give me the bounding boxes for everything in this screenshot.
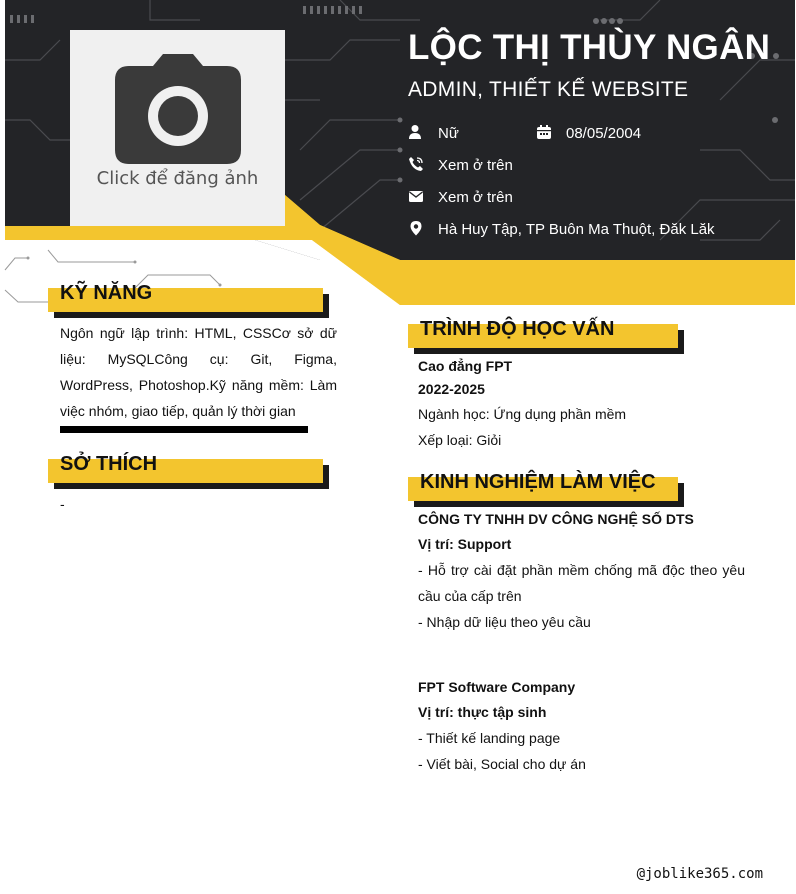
hobbies-heading xyxy=(48,453,323,483)
address-value: Hà Huy Tập, TP Buôn Ma Thuột, Đăk Lăk xyxy=(438,220,715,238)
location-pin-icon xyxy=(408,220,426,238)
job-title: ADMIN, THIẾT KẾ WEBSITE xyxy=(408,78,689,101)
calendar-icon xyxy=(536,124,554,142)
photo-upload-area[interactable] xyxy=(70,30,285,226)
job-company: FPT Software Company xyxy=(418,679,576,695)
experience-heading xyxy=(408,471,678,501)
hobbies-heading-label: SỞ THÍCH xyxy=(60,453,158,475)
skills-divider xyxy=(60,426,308,433)
candidate-name: LỘC THỊ THÙY NGÂN xyxy=(408,28,771,67)
experience-heading-label: KINH NGHIỆM LÀM VIỆC xyxy=(420,471,656,493)
phone-row xyxy=(408,156,513,174)
job-company: CÔNG TY TNHH DV CÔNG NGHỆ SỐ DTS xyxy=(418,511,694,527)
job-duty: - Hỗ trợ cài đặt phần mềm chống mã độc theo yêu cầu của cấp trên xyxy=(418,562,745,604)
job-position: Vị trí: Support xyxy=(418,536,512,552)
education-years: 2022-2025 xyxy=(418,381,485,397)
skills-heading-label: KỸ NĂNG xyxy=(60,282,153,304)
birthdate-row xyxy=(536,124,641,142)
skills-text: Ngôn ngữ lập trình: HTML, CSSCơ sở dữ liệu: MySQLCông cụ: Git, Figma, WordPress, Photoshop.Kỹ năng mềm: Làm việc nhóm, giao tiếp, quản lý thời gian xyxy=(60,325,337,419)
phone-value: Xem ở trên xyxy=(438,156,513,174)
camera-icon xyxy=(113,52,243,164)
email-value: Xem ở trên xyxy=(438,188,513,206)
hobbies-text: - xyxy=(60,496,65,512)
birthdate-value: 08/05/2004 xyxy=(566,124,642,142)
education-major: Ngành học: Ứng dụng phần mềm xyxy=(418,406,627,422)
education-grade: Xếp loại: Giỏi xyxy=(418,432,502,448)
envelope-icon xyxy=(408,188,426,206)
job-position: Vị trí: thực tập sinh xyxy=(418,704,547,720)
job-duty: - Thiết kế landing page xyxy=(418,730,561,746)
gender-row xyxy=(408,124,459,142)
photo-caption: Click để đăng ảnh xyxy=(96,168,259,189)
email-row xyxy=(408,188,513,206)
education-heading xyxy=(408,318,678,348)
skills-heading xyxy=(48,282,323,312)
phone-icon xyxy=(408,156,426,174)
gender-value: Nữ xyxy=(438,124,459,142)
footer-watermark: @joblike365.com xyxy=(636,866,763,882)
user-icon xyxy=(408,124,426,142)
job-duty: - Viết bài, Social cho dự án xyxy=(418,756,586,772)
job-duty: - Nhập dữ liệu theo yêu cầu xyxy=(418,614,591,630)
education-heading-label: TRÌNH ĐỘ HỌC VẤN xyxy=(420,318,615,340)
address-row xyxy=(408,220,715,238)
education-school: Cao đẳng FPT xyxy=(418,358,513,374)
